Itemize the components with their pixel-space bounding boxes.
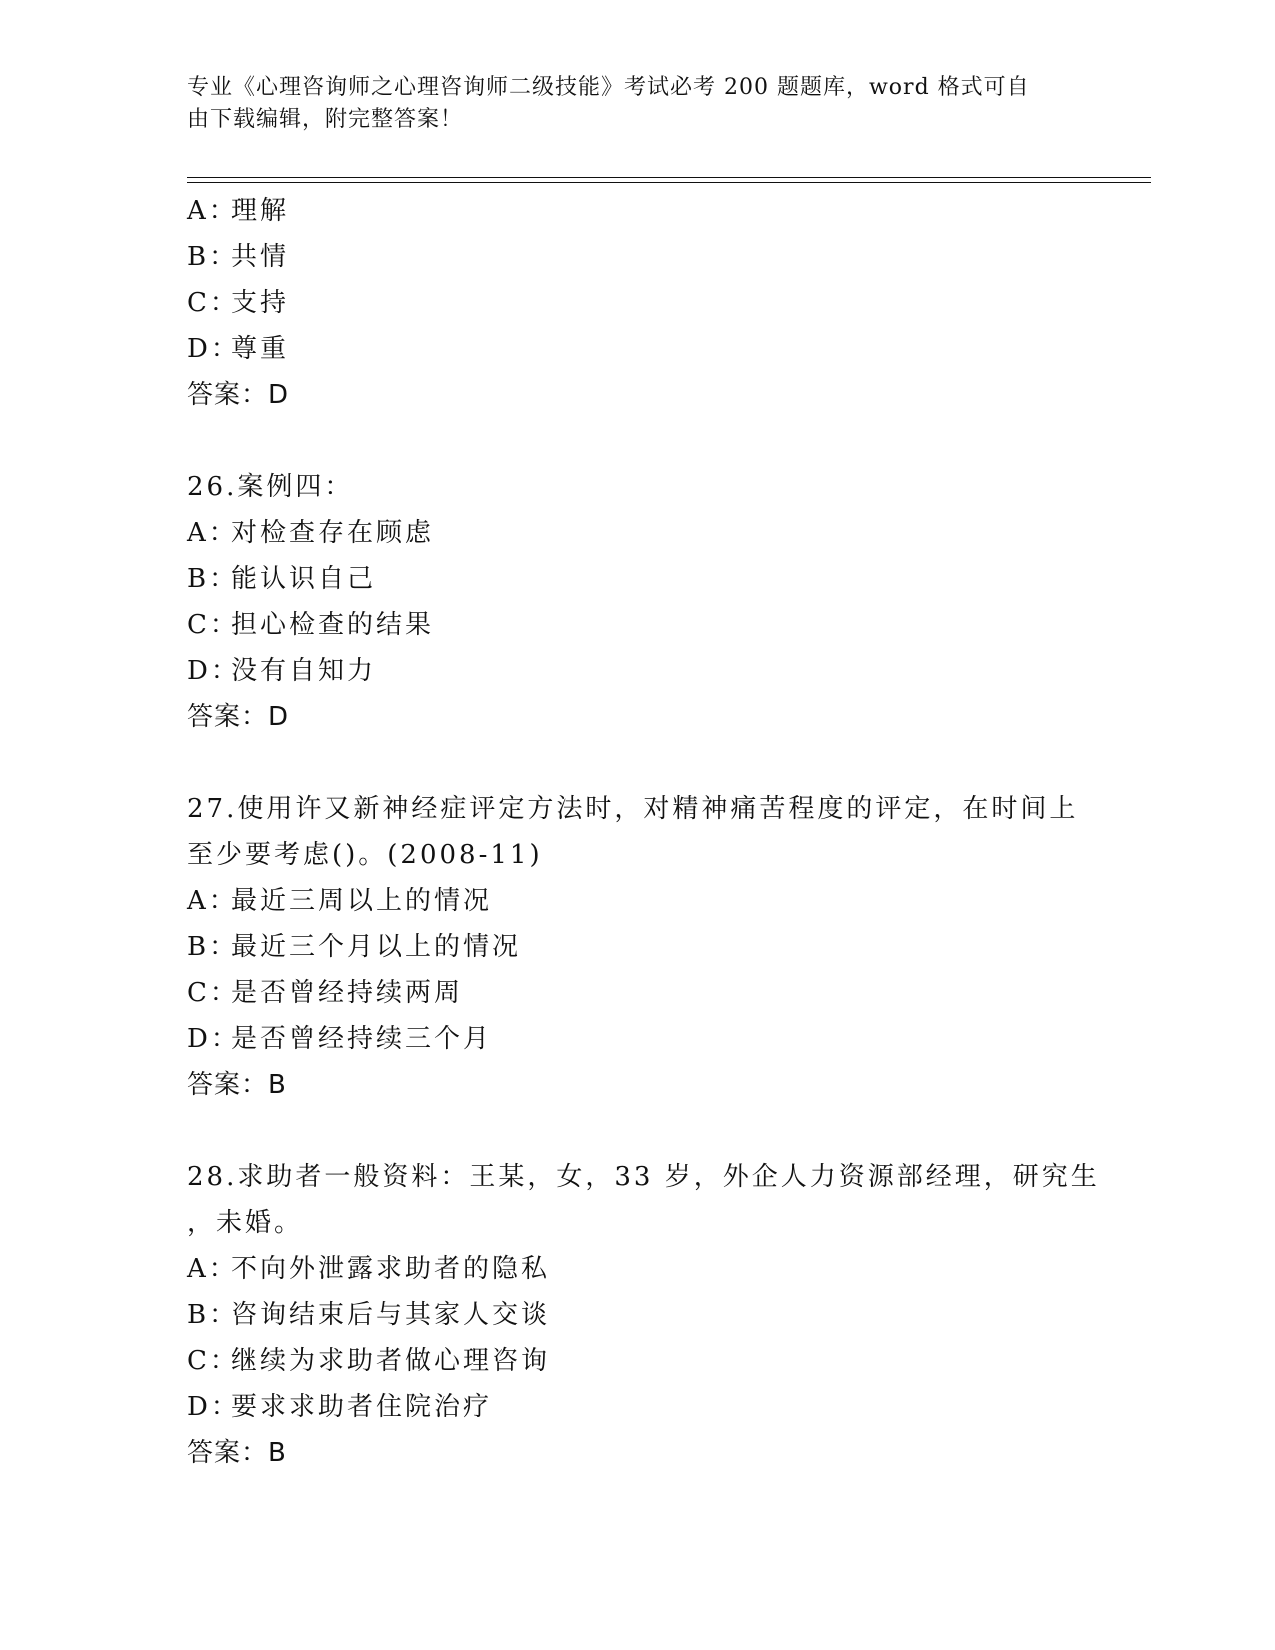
block-spacer <box>187 740 1117 786</box>
option-a <box>187 878 1117 924</box>
option-letter: D： <box>187 1024 240 1054</box>
answer-text: 答案：D <box>187 702 290 732</box>
option-text: 不向外泄露求助者的隐私 <box>231 1254 551 1284</box>
header-line-1: 专业《心理咨询师之心理咨询师二级技能》考试必考 200 题题库，word 格式可自 <box>187 75 1030 100</box>
header-rule-top <box>187 177 1151 178</box>
question-text-line-1: 28.求助者一般资料：王某，女，33 岁，外企人力资源部经理，研究生 <box>187 1162 1100 1192</box>
header-rule-bottom <box>187 182 1151 183</box>
option-letter: C： <box>187 610 239 640</box>
option-letter: D： <box>187 656 240 686</box>
option-letter: A： <box>187 886 238 916</box>
question-block-27 <box>187 786 1117 1108</box>
option-b <box>187 924 1117 970</box>
option-letter: C： <box>187 1346 239 1376</box>
option-b <box>187 556 1117 602</box>
option-text: 最近三周以上的情况 <box>231 886 493 916</box>
option-c <box>187 970 1117 1016</box>
option-b <box>187 234 1117 280</box>
answer-text: 答案：B <box>187 1070 287 1100</box>
option-text: 咨询结束后与其家人交谈 <box>231 1300 551 1330</box>
option-text: 是否曾经持续两周 <box>231 978 464 1008</box>
option-c <box>187 280 1117 326</box>
option-c <box>187 602 1117 648</box>
option-a <box>187 1246 1117 1292</box>
option-text: 没有自知力 <box>231 656 377 686</box>
option-d <box>187 648 1117 694</box>
option-text: 最近三个月以上的情况 <box>231 932 522 962</box>
question-text-line-1: 27.使用许又新神经症评定方法时，对精神痛苦程度的评定，在时间上 <box>187 794 1079 824</box>
option-d <box>187 326 1117 372</box>
question-block-26 <box>187 464 1117 740</box>
option-text: 能认识自己 <box>231 564 377 594</box>
option-a <box>187 510 1117 556</box>
option-letter: B： <box>187 564 239 594</box>
option-a <box>187 188 1117 234</box>
answer-text: 答案：D <box>187 380 290 410</box>
option-d <box>187 1384 1117 1430</box>
option-text: 共情 <box>231 242 290 272</box>
option-letter: D： <box>187 1392 240 1422</box>
option-c <box>187 1338 1117 1384</box>
question-text-line-2: ，未婚。 <box>187 1208 304 1238</box>
option-letter: B： <box>187 242 239 272</box>
option-letter: B： <box>187 1300 239 1330</box>
option-text: 对检查存在顾虑 <box>231 518 435 548</box>
option-text: 担心检查的结果 <box>231 610 435 640</box>
question-list <box>187 188 1117 1476</box>
question-block-25 <box>187 188 1117 418</box>
option-letter: B： <box>187 932 239 962</box>
option-b <box>187 1292 1117 1338</box>
option-d <box>187 1016 1117 1062</box>
option-text: 尊重 <box>231 334 290 364</box>
option-text: 理解 <box>231 196 290 226</box>
option-text: 支持 <box>231 288 290 318</box>
option-letter: A： <box>187 196 238 226</box>
answer-text: 答案：B <box>187 1438 287 1468</box>
question-text: 26.案例四： <box>187 472 354 502</box>
option-letter: A： <box>187 518 238 548</box>
header-line-2: 由下载编辑，附完整答案！ <box>187 107 464 132</box>
option-letter: A： <box>187 1254 238 1284</box>
question-text-line-2: 至少要考虑()。(2008-11) <box>187 840 543 870</box>
option-text: 要求求助者住院治疗 <box>231 1392 493 1422</box>
question-block-28 <box>187 1154 1117 1476</box>
option-letter: C： <box>187 978 239 1008</box>
option-letter: C： <box>187 288 239 318</box>
option-letter: D： <box>187 334 240 364</box>
block-spacer <box>187 418 1117 464</box>
document-header <box>187 72 1067 136</box>
option-text: 继续为求助者做心理咨询 <box>231 1346 551 1376</box>
block-spacer <box>187 1108 1117 1154</box>
option-text: 是否曾经持续三个月 <box>231 1024 493 1054</box>
